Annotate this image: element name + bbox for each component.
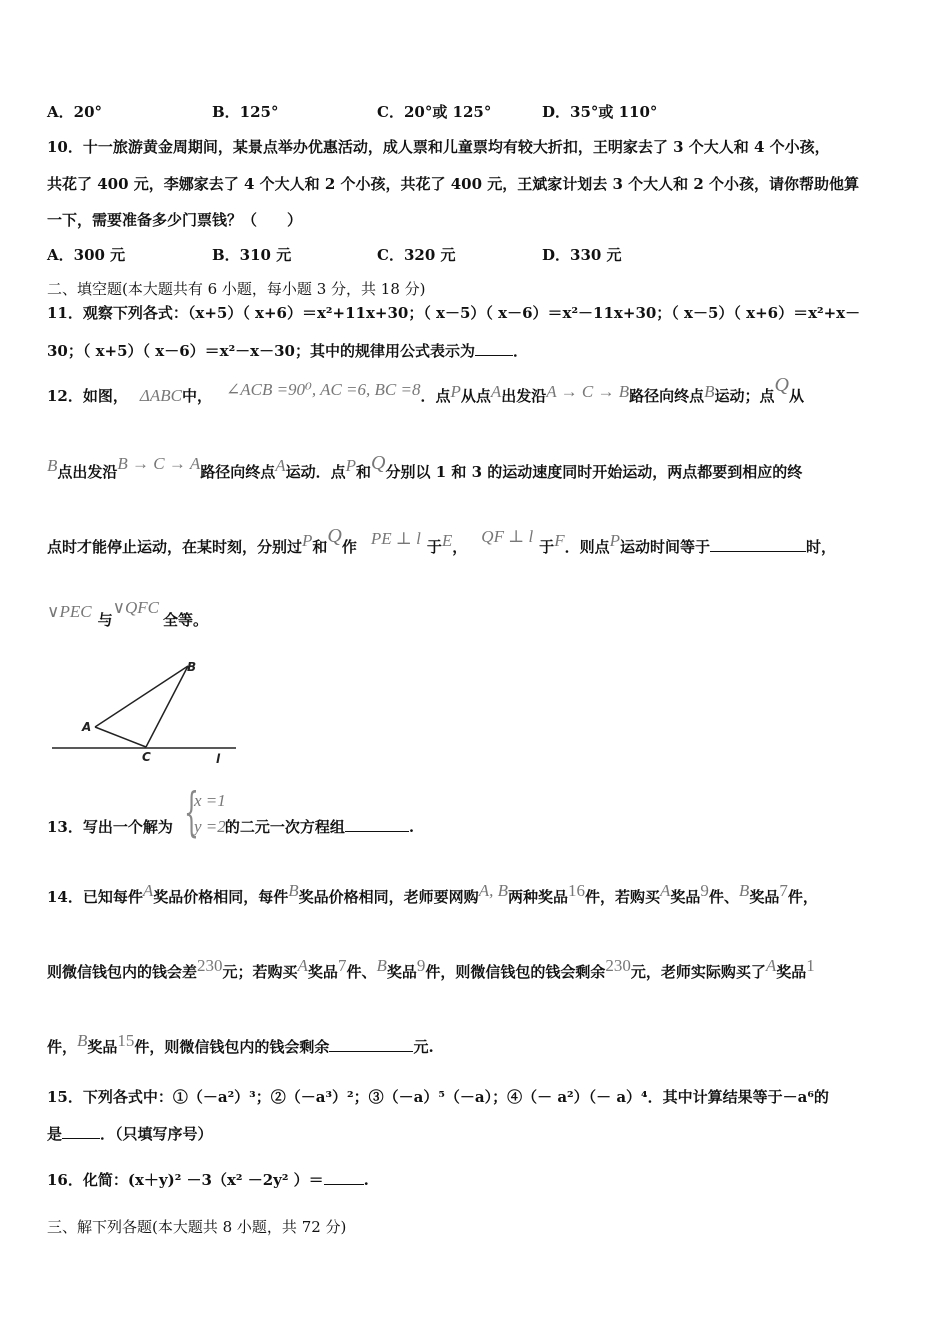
q12-l2-lujing: 路径向终点	[200, 463, 276, 481]
q12-l3-Q: Q	[327, 525, 342, 547]
q12-l2-yundong: 运动．点	[285, 463, 346, 481]
q15-line1: 15．下列各式中：①（－a²）³；②（－a³）²；③（－a）⁵（－a）；④（－ a²）（－ a）⁴．其中计算结果等于－a⁶的	[47, 1088, 829, 1106]
q10-option-b: B．310 元	[212, 246, 292, 264]
q14-A3: A	[297, 956, 308, 975]
q12-l3-b: ．则点	[564, 538, 610, 556]
label-A: A	[82, 720, 92, 734]
q14-l1-i: 件，	[787, 888, 818, 906]
segment-ab	[95, 666, 188, 727]
q12-F: F	[554, 531, 565, 550]
q12-figure	[50, 655, 260, 767]
q12-E: E	[441, 531, 453, 550]
q14-l3-a: 件，	[47, 1038, 78, 1056]
q14-l1-d: 两种奖品	[507, 888, 568, 906]
q14-l1-f: 奖品	[670, 888, 701, 906]
q13-y: y =2	[194, 817, 226, 836]
q12-l3-he: 和	[312, 538, 328, 556]
q15-answer-blank[interactable]	[62, 1124, 100, 1139]
q12-line3	[47, 525, 904, 557]
q9-option-d: D．35°或 110°	[542, 103, 658, 121]
q14-B3: B	[376, 956, 387, 975]
section2-heading: 二、填空题(本大题共有 6 小题，每小题 3 分，共 18 分)	[47, 280, 426, 298]
segment-bc	[146, 666, 188, 747]
q16-answer-blank[interactable]	[324, 1170, 364, 1185]
q9-option-b: B．125°	[212, 103, 279, 121]
q12-A: A	[490, 382, 502, 401]
q12-line1	[47, 374, 904, 406]
q14-l2-e: 奖品	[386, 963, 417, 981]
q14-line2	[47, 956, 904, 982]
q14-AB: A, B	[478, 881, 508, 900]
section3-heading: 三、解下列各题(本大题共 8 小题，共 72 分)	[47, 1218, 347, 1236]
q14-l2-a: 则微信钱包内的钱会差	[47, 963, 198, 981]
q12-l3-zuo: 作	[341, 538, 357, 556]
q14-A4: A	[765, 956, 777, 975]
q12-PEC: ∨PEC	[47, 602, 92, 621]
q9-option-a: A．20°	[47, 103, 103, 121]
q10-line1: 10．十一旅游黄金周期间，某景点举办优惠活动，成人票和儿童票均有较大折扣，王明家去了 3 个大人和 4 个小孩，	[47, 138, 830, 156]
q14-l1-e: 件，若购买	[584, 888, 660, 906]
q14-n15: 15	[117, 1031, 135, 1050]
q14-l1-g: 件、	[708, 888, 739, 906]
q12-QF: QF ⊥ l	[481, 527, 534, 546]
q10-option-c: C．320 元	[377, 246, 456, 264]
q12-l2-B: B	[47, 456, 58, 475]
q12-QFC: ∨QFC	[112, 598, 160, 617]
q14-l2-g: 元，老师实际购买了	[630, 963, 766, 981]
q14-n230b: 230	[605, 956, 631, 975]
q16-text: 16．化简：(x＋y)² －3（x² －2y² ）＝	[47, 1171, 324, 1189]
q14-n9b: 9	[416, 956, 426, 975]
q14-l1-a: 14．已知每件	[47, 888, 143, 906]
q12-l3-a: 点时才能停止运动，在某时刻，分别过	[47, 538, 303, 556]
q14-n16: 16	[567, 881, 585, 900]
q12-chu: 出发沿	[501, 387, 547, 405]
q10-option-a: A．300 元	[47, 246, 126, 264]
q10-option-d: D．330 元	[542, 246, 622, 264]
q14-n230a: 230	[197, 956, 223, 975]
q12-l2-rest: 分别以 1 和 3 的运动速度同时开始运动，两点都要到相应的终	[385, 463, 803, 481]
q10-line2: 共花了 400 元，李娜家去了 4 个大人和 2 个小孩，共花了 400 元，王斌家计划去 3 个大人和 2 个小孩，请你帮助他算	[47, 175, 860, 193]
q13-system	[184, 783, 240, 843]
q14-line1	[47, 881, 904, 907]
q12-zhong: 中，	[181, 387, 212, 405]
q13-end: .	[408, 818, 415, 836]
q14-l3-c: 件，则微信钱包内的钱会剩余	[134, 1038, 330, 1056]
q14-n7b: 7	[337, 956, 347, 975]
q15-line2	[47, 1124, 904, 1144]
q16-end: .	[363, 1171, 369, 1189]
q12-l2-from: 点出发沿	[57, 463, 118, 481]
q14-A2: A	[660, 881, 671, 900]
q12-num: 12．如图，	[47, 387, 128, 405]
q11-end: ．	[512, 342, 528, 360]
q14-l1-h: 奖品	[749, 888, 780, 906]
q12-Q: Q	[774, 374, 789, 396]
q9-options	[47, 101, 657, 122]
q12-quandeng: 全等。	[163, 611, 209, 629]
label-B: B	[187, 660, 197, 674]
q12-l2-A: A	[275, 456, 286, 475]
q12-yu2: 与	[97, 611, 113, 629]
q12-l2-he: 和	[356, 463, 372, 481]
q13-x: x =1	[194, 791, 226, 810]
q14-l3-b: 奖品	[87, 1038, 118, 1056]
q14-B4: B	[77, 1031, 88, 1050]
q14-l2-d: 件、	[346, 963, 377, 981]
q14-l2-h: 奖品	[776, 963, 807, 981]
q12-answer-blank[interactable]	[710, 537, 806, 552]
q13-text1: 13．写出一个解为	[47, 818, 173, 836]
q14-line3	[47, 1031, 904, 1057]
brace-icon: {	[184, 783, 199, 843]
q12-l3-c: 运动时间等于	[619, 538, 710, 556]
q10-options	[47, 244, 622, 265]
label-l: l	[216, 752, 221, 766]
q14-n1: 1	[806, 956, 815, 975]
q12-condition: ∠ACB =90⁰, AC =6, BC =8	[225, 380, 421, 399]
q13-answer-blank[interactable]	[345, 817, 409, 832]
segment-ac	[95, 727, 146, 747]
q14-A1: A	[142, 881, 154, 900]
q12-PE: PE ⊥ l	[370, 529, 421, 548]
q15-line2a: 是	[47, 1125, 63, 1143]
q12-B: B	[704, 382, 715, 401]
q12-cong2: 从	[788, 387, 804, 405]
q12-lujing: 路径向终点	[629, 387, 705, 405]
q12-yundong: 运动；点	[714, 387, 775, 405]
q15-line2b: ．（只填写序号）	[100, 1125, 213, 1143]
q14-l2-f: 件，则微信钱包的钱会剩余	[425, 963, 606, 981]
q14-l2-b: 元；若购买	[222, 963, 298, 981]
q12-l3-yu2: 于	[539, 538, 555, 556]
q11-line1: 11．观察下列各式：（x+5）（ x+6）＝x²+11x+30；（ x－5）（ x－6）＝x²－11x+30；（ x－5）（ x+6）＝x²+x－	[47, 304, 861, 322]
q16-line	[47, 1170, 904, 1190]
q14-B2: B	[738, 881, 750, 900]
q11-line2	[47, 341, 904, 361]
q12-l2-P: P	[345, 456, 357, 475]
q12-triangle: ΔABC	[139, 386, 182, 405]
q9-option-c: C．20°或 125°	[377, 103, 492, 121]
q12-pathA: A → C → B	[546, 382, 630, 401]
q11-answer-blank[interactable]	[475, 341, 513, 356]
q14-n7a: 7	[779, 881, 788, 900]
q14-l1-b: 奖品价格相同，每件	[153, 888, 289, 906]
label-C: C	[142, 750, 151, 764]
q11-text: 30；（ x+5）（ x－6）＝x²－x－30；其中的规律用公式表示为	[47, 342, 475, 360]
q14-l2-c: 奖品	[307, 963, 338, 981]
q12-cong: 从点	[460, 387, 491, 405]
q14-l3-d: 元.	[413, 1038, 434, 1056]
q14-l1-c: 奖品价格相同，老师要网购	[298, 888, 479, 906]
q12-pathB: B → C → A	[117, 454, 201, 473]
q12-P: P	[450, 382, 461, 401]
q12-line2	[47, 452, 904, 482]
q10-line3: 一下，需要准备多少门票钱？（ ）	[47, 211, 303, 229]
q12-l3-yu: 于	[426, 538, 442, 556]
q12-line4	[47, 598, 904, 630]
q12-l3-P: P	[302, 531, 313, 550]
q13-line	[47, 817, 904, 837]
q12-l2-Q: Q	[371, 452, 386, 474]
q12-l3-P2: P	[609, 531, 620, 550]
q14-n9a: 9	[700, 881, 709, 900]
q12-comma: ，	[452, 538, 468, 556]
q14-B1: B	[288, 881, 299, 900]
q14-answer-blank[interactable]	[329, 1037, 413, 1052]
q12-shi: 时，	[806, 538, 837, 556]
q12-p1: ．点	[420, 387, 451, 405]
q13-text2: 的二元一次方程组	[224, 818, 345, 836]
